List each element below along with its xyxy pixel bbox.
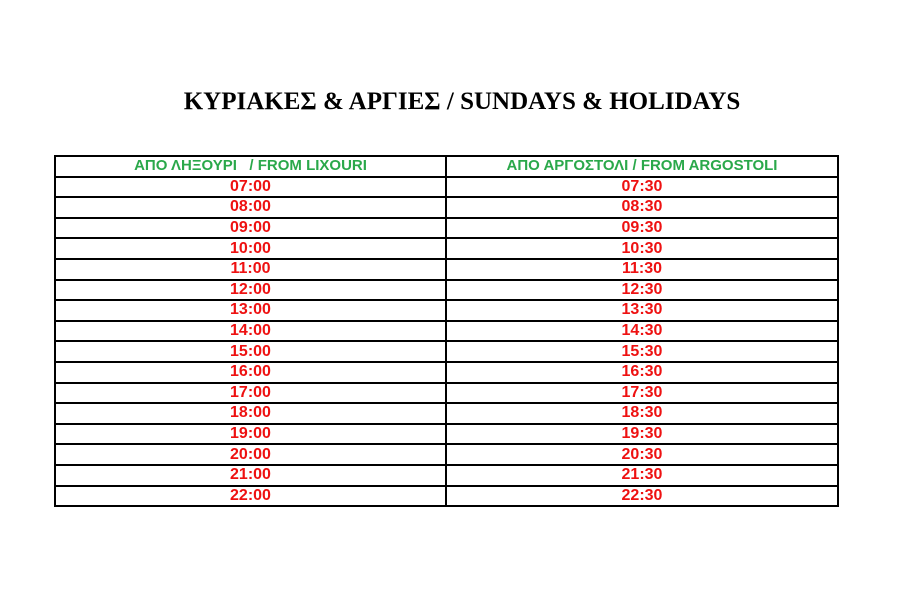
argostoli-time-cell: 13:30: [446, 300, 838, 321]
table-row: [55, 444, 838, 465]
argostoli-time-cell: 14:30: [446, 321, 838, 342]
lixouri-time-cell: 12:00: [55, 280, 446, 301]
lixouri-time-cell: 15:00: [55, 341, 446, 362]
argostoli-time-cell: 17:30: [446, 383, 838, 404]
table-row: [55, 362, 838, 383]
table-header-row: [55, 156, 838, 177]
table-row: [55, 197, 838, 218]
lixouri-time-cell: 20:00: [55, 444, 446, 465]
lixouri-time-cell: 11:00: [55, 259, 446, 280]
table-row: [55, 321, 838, 342]
table-row: [55, 341, 838, 362]
lixouri-time-cell: 21:00: [55, 465, 446, 486]
argostoli-time-cell: 19:30: [446, 424, 838, 445]
argostoli-time-cell: 18:30: [446, 403, 838, 424]
table-row: [55, 280, 838, 301]
lixouri-time-cell: 10:00: [55, 238, 446, 259]
table-row: [55, 383, 838, 404]
lixouri-time-cell: 16:00: [55, 362, 446, 383]
argostoli-time-cell: 09:30: [446, 218, 838, 239]
lixouri-time-cell: 18:00: [55, 403, 446, 424]
table-row: [55, 403, 838, 424]
lixouri-time-cell: 17:00: [55, 383, 446, 404]
lixouri-time-cell: 09:00: [55, 218, 446, 239]
table-row: [55, 424, 838, 445]
ferry-timetable: [54, 155, 839, 507]
lixouri-time-cell: 14:00: [55, 321, 446, 342]
page-title: ΚΥΡΙΑΚΕΣ & ΑΡΓΙΕΣ / SUNDAYS & HOLIDAYS: [183, 88, 741, 115]
table-row: [55, 238, 838, 259]
table-row: [55, 218, 838, 239]
table-row: [55, 300, 838, 321]
argostoli-time-cell: 12:30: [446, 280, 838, 301]
argostoli-time-cell: 07:30: [446, 177, 838, 198]
argostoli-time-cell: 22:30: [446, 486, 838, 507]
argostoli-time-cell: 16:30: [446, 362, 838, 383]
argostoli-time-cell: 15:30: [446, 341, 838, 362]
table-row: [55, 486, 838, 507]
lixouri-time-cell: 22:00: [55, 486, 446, 507]
table-row: [55, 177, 838, 198]
argostoli-time-cell: 08:30: [446, 197, 838, 218]
table-row: [55, 259, 838, 280]
table-row: [55, 465, 838, 486]
argostoli-time-cell: 10:30: [446, 238, 838, 259]
argostoli-time-cell: 20:30: [446, 444, 838, 465]
lixouri-time-cell: 13:00: [55, 300, 446, 321]
header-from-lixouri: ΑΠΟ ΛΗΞΟΥΡΙ / FROM LIXOURI: [55, 156, 446, 177]
lixouri-time-cell: 08:00: [55, 197, 446, 218]
lixouri-time-cell: 07:00: [55, 177, 446, 198]
argostoli-time-cell: 11:30: [446, 259, 838, 280]
lixouri-time-cell: 19:00: [55, 424, 446, 445]
header-from-argostoli: ΑΠΟ ΑΡΓΟΣΤΟΛΙ / FROM ARGOSTOLI: [446, 156, 838, 177]
argostoli-time-cell: 21:30: [446, 465, 838, 486]
